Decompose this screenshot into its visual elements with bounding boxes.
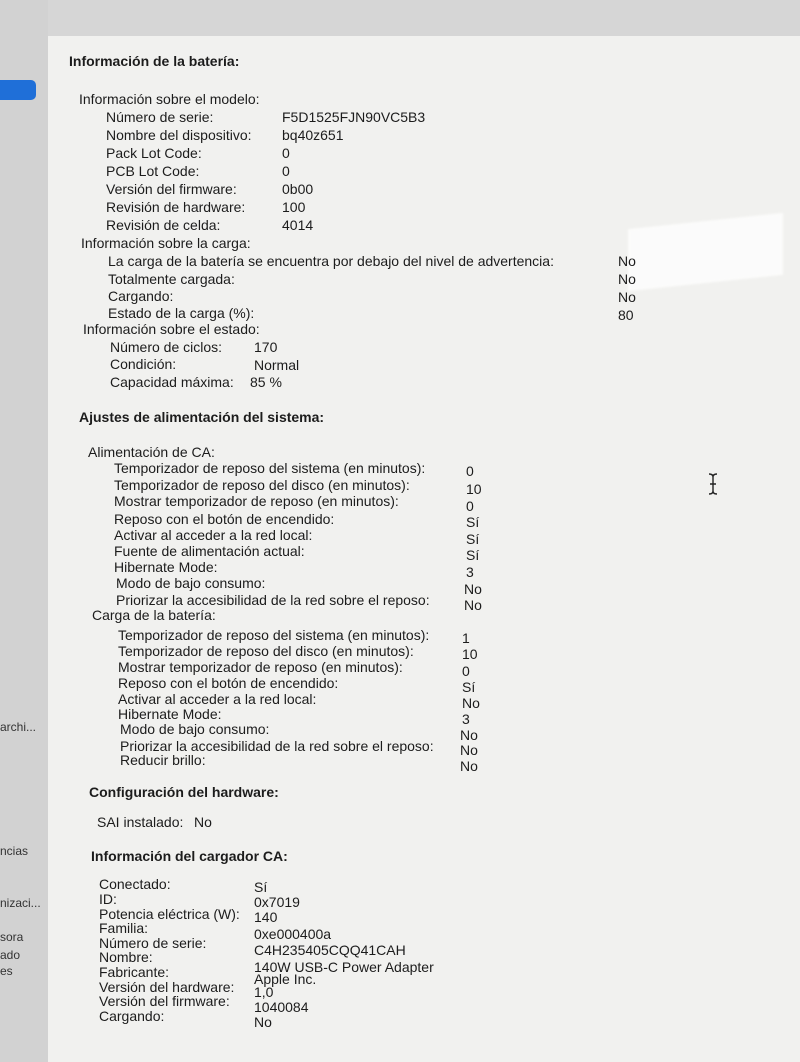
charger-label: Potencia eléctrica (W): xyxy=(99,906,240,922)
charger-value: 1040084 xyxy=(254,999,309,1015)
charge-label: Totalmente cargada: xyxy=(108,271,235,287)
charger-label: Conectado: xyxy=(99,876,171,892)
status-value: 170 xyxy=(254,339,278,355)
charger-value: No xyxy=(254,1014,272,1030)
model-value: F5D1525FJN90VC5B3 xyxy=(282,109,426,125)
charger-label: Nombre: xyxy=(99,949,153,965)
ups-label: SAI instalado: xyxy=(97,814,184,830)
charger-value: C4H235405CQQ41CAH xyxy=(254,942,406,958)
charger-section-title: Información del cargador CA: xyxy=(91,848,288,864)
battery-section-title: Información de la batería: xyxy=(69,53,240,69)
ac-value: 3 xyxy=(466,564,474,580)
charge-value: No xyxy=(618,253,636,269)
charger-label: Fabricante: xyxy=(99,964,170,980)
model-value: 0b00 xyxy=(282,181,314,197)
model-value: 0 xyxy=(282,163,290,179)
status-value: Normal xyxy=(254,357,300,373)
ac-label: Modo de bajo consumo: xyxy=(116,575,266,591)
charger-value: 0x7019 xyxy=(254,894,300,910)
charge-value: No xyxy=(618,271,636,287)
ac-label: Priorizar la accesibilidad de la red sobre el reposo: xyxy=(116,592,430,608)
batt-value: 1 xyxy=(462,630,470,646)
charger-label: Versión del firmware: xyxy=(99,993,230,1009)
batt-value: No xyxy=(460,758,478,774)
model-label: PCB Lot Code: xyxy=(106,163,200,179)
status-header: Información sobre el estado: xyxy=(83,321,260,337)
power-section-title: Ajustes de alimentación del sistema: xyxy=(79,409,325,425)
system-report-panel xyxy=(48,36,800,1062)
charger-label: ID: xyxy=(99,891,117,907)
sidebar-selected-item[interactable] xyxy=(0,80,36,100)
batt-label: Temporizador de reposo del disco (en minutos): xyxy=(118,643,414,659)
model-value: bq40z651 xyxy=(282,127,344,143)
model-label: Revisión de hardware: xyxy=(106,199,246,215)
batt-label: Reposo con el botón de encendido: xyxy=(118,675,339,691)
ac-value: Sí xyxy=(466,547,480,563)
charge-value: 80 xyxy=(618,307,634,323)
charger-value: Apple Inc. xyxy=(254,971,317,987)
charge-value: No xyxy=(618,289,636,305)
batt-value: 3 xyxy=(462,711,470,727)
charger-label: Número de serie: xyxy=(99,935,207,951)
ac-value: 0 xyxy=(466,463,474,479)
ac-label: Fuente de alimentación actual: xyxy=(114,543,305,559)
charger-value: 0xe000400a xyxy=(254,926,332,942)
ac-label: Temporizador de reposo del sistema (en minutos): xyxy=(114,460,426,476)
sidebar-item-archi[interactable]: archi... xyxy=(0,720,37,734)
model-value: 0 xyxy=(282,145,290,161)
model-value: 100 xyxy=(282,199,306,215)
charge-label: Estado de la carga (%): xyxy=(108,305,255,321)
sidebar-item-nizaci[interactable]: nizaci... xyxy=(0,896,41,910)
ac-label: Mostrar temporizador de reposo (en minutos): xyxy=(114,493,399,509)
charge-label: Cargando: xyxy=(108,288,174,304)
charger-value: 1,0 xyxy=(254,984,274,1000)
model-label: Revisión de celda: xyxy=(106,217,221,233)
batt-value: No xyxy=(460,727,478,743)
ac-label: Activar al acceder a la red local: xyxy=(114,527,313,543)
charger-label: Versión del hardware: xyxy=(99,979,235,995)
hardware-section-title: Configuración del hardware: xyxy=(89,784,279,800)
charge-label: La carga de la batería se encuentra por debajo del nivel de advertencia: xyxy=(108,253,554,269)
ac-value: No xyxy=(464,597,482,613)
ac-value: Sí xyxy=(466,531,480,547)
ac-value: Sí xyxy=(466,514,480,530)
model-label: Nombre del dispositivo: xyxy=(106,127,252,143)
sidebar-item-ado[interactable]: ado xyxy=(0,948,21,962)
model-value: 4014 xyxy=(282,217,314,233)
screen-glare xyxy=(628,213,783,291)
charger-value: Sí xyxy=(254,879,268,895)
text-cursor-icon xyxy=(706,472,720,496)
sidebar-item-es[interactable]: es xyxy=(0,964,13,978)
status-label: Condición: xyxy=(110,356,177,372)
batt-label: Activar al acceder a la red local: xyxy=(118,691,317,707)
batt-value: No xyxy=(462,695,480,711)
status-label: Número de ciclos: xyxy=(110,339,223,355)
batt-value: 0 xyxy=(462,663,470,679)
ups-value: No xyxy=(194,814,212,830)
batt-value: Sí xyxy=(462,679,476,695)
charger-label: Cargando: xyxy=(99,1008,165,1024)
batt-label: Temporizador de reposo del sistema (en minutos): xyxy=(118,627,430,643)
batt-label: Mostrar temporizador de reposo (en minutos): xyxy=(118,659,403,675)
batt-value: 10 xyxy=(462,646,478,662)
sidebar xyxy=(0,0,48,1062)
ac-value: 0 xyxy=(466,498,474,514)
charger-value: 140W USB-C Power Adapter xyxy=(254,959,434,975)
ac-value: No xyxy=(464,581,482,597)
ac-header: Alimentación de CA: xyxy=(88,444,215,460)
model-label: Número de serie: xyxy=(106,109,214,125)
sidebar-item-sora[interactable]: sora xyxy=(0,930,24,944)
window-toolbar xyxy=(0,0,800,38)
ac-value: 10 xyxy=(466,481,482,497)
batt-value: No xyxy=(460,742,478,758)
batt-label: Hibernate Mode: xyxy=(118,706,222,722)
batt-label: Reducir brillo: xyxy=(120,752,206,768)
status-value: 85 % xyxy=(250,374,282,390)
ac-label: Reposo con el botón de encendido: xyxy=(114,511,335,527)
charge-header: Información sobre la carga: xyxy=(81,235,251,251)
model-header: Información sobre el modelo: xyxy=(79,91,260,107)
batt-label: Priorizar la accesibilidad de la red sobre el reposo: xyxy=(120,738,434,754)
status-label: Capacidad máxima: xyxy=(110,374,234,390)
ac-label: Temporizador de reposo del disco (en minutos): xyxy=(114,477,410,493)
charger-value: 140 xyxy=(254,909,278,925)
batt-label: Modo de bajo consumo: xyxy=(120,721,270,737)
model-label: Versión del firmware: xyxy=(106,181,237,197)
model-label: Pack Lot Code: xyxy=(106,145,202,161)
sidebar-item-ncias[interactable]: ncias xyxy=(0,844,29,858)
battery-power-header: Carga de la batería: xyxy=(92,607,216,623)
charger-label: Familia: xyxy=(99,920,149,936)
ac-label: Hibernate Mode: xyxy=(114,559,218,575)
